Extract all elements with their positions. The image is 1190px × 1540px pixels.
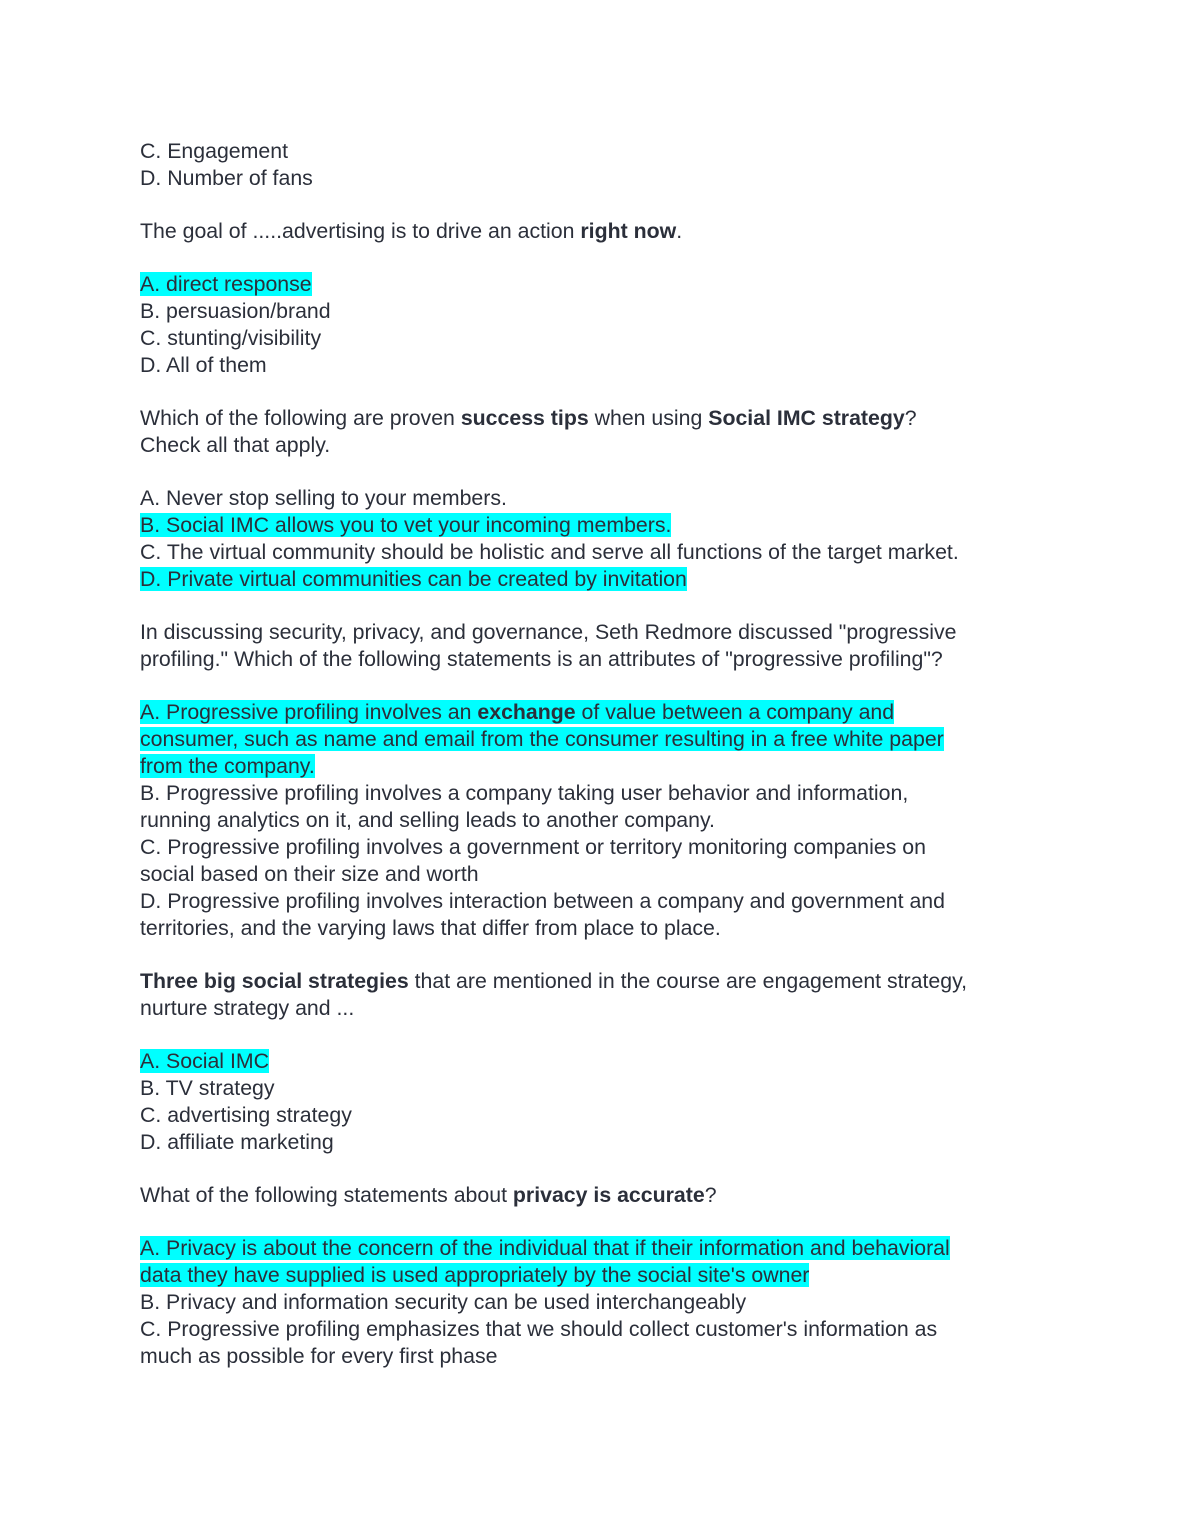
option-c-engagement: C. Engagement xyxy=(140,139,288,163)
answer-option-highlighted: data they have supplied is used appropriately by the social site's owner xyxy=(140,1263,810,1287)
answer-option: C. Progressive profiling emphasizes that we should collect customer's information as xyxy=(140,1317,938,1341)
question-direct-response: The goal of .....advertising is to drive an action right now. xyxy=(140,219,683,243)
question-social-strategies: Three big social strategies that are mentioned in the course are engagement strategy, xyxy=(140,969,968,993)
answer-option-highlighted: A. Social IMC xyxy=(140,1049,269,1073)
answer-option: D. Progressive profiling involves interaction between a company and government and xyxy=(140,889,945,913)
question-progressive-profiling-cont: profiling." Which of the following statements is an attributes of "progressive profiling"? xyxy=(140,647,943,671)
answer-option-highlighted: consumer, such as name and email from the consumer resulting in a free white paper xyxy=(140,727,944,751)
answer-option: D. affiliate marketing xyxy=(140,1130,334,1154)
answer-option: B. Privacy and information security can be used interchangeably xyxy=(140,1290,747,1314)
answer-option-highlighted: A. direct response xyxy=(140,272,312,296)
answer-option: C. stunting/visibility xyxy=(140,326,322,350)
answer-option: B. Progressive profiling involves a company taking user behavior and information, xyxy=(140,781,909,805)
question-social-strategies-cont: nurture strategy and ... xyxy=(140,996,355,1020)
option-d-number-of-fans: D. Number of fans xyxy=(140,166,313,190)
question-privacy: What of the following statements about privacy is accurate? xyxy=(140,1183,717,1207)
question-success-tips: Which of the following are proven success tips when using Social IMC strategy? xyxy=(140,406,917,430)
answer-option-highlighted: D. Private virtual communities can be created by invitation xyxy=(140,567,687,591)
answer-option-highlighted: A. Privacy is about the concern of the individual that if their information and behavioral xyxy=(140,1236,950,1260)
answer-option-cont: much as possible for every first phase xyxy=(140,1344,498,1368)
answer-option-highlighted: B. Social IMC allows you to vet your incoming members. xyxy=(140,513,672,537)
answer-option: B. TV strategy xyxy=(140,1076,275,1100)
question-instruction: Check all that apply. xyxy=(140,433,331,457)
answer-option: C. advertising strategy xyxy=(140,1103,352,1127)
answer-option-highlighted: A. Progressive profiling involves an exchange of value between a company and xyxy=(140,700,895,724)
answer-option: C. Progressive profiling involves a government or territory monitoring companies on xyxy=(140,835,926,859)
answer-option: A. Never stop selling to your members. xyxy=(140,486,507,510)
answer-option: C. The virtual community should be holistic and serve all functions of the target market. xyxy=(140,540,959,564)
answer-option: D. All of them xyxy=(140,353,267,377)
answer-option-cont: territories, and the varying laws that differ from place to place. xyxy=(140,916,721,940)
question-progressive-profiling: In discussing security, privacy, and governance, Seth Redmore discussed "progressive xyxy=(140,620,957,644)
answer-option-cont: running analytics on it, and selling leads to another company. xyxy=(140,808,715,832)
answer-option-highlighted: from the company. xyxy=(140,754,315,778)
answer-option: B. persuasion/brand xyxy=(140,299,331,323)
answer-option-cont: social based on their size and worth xyxy=(140,862,479,886)
